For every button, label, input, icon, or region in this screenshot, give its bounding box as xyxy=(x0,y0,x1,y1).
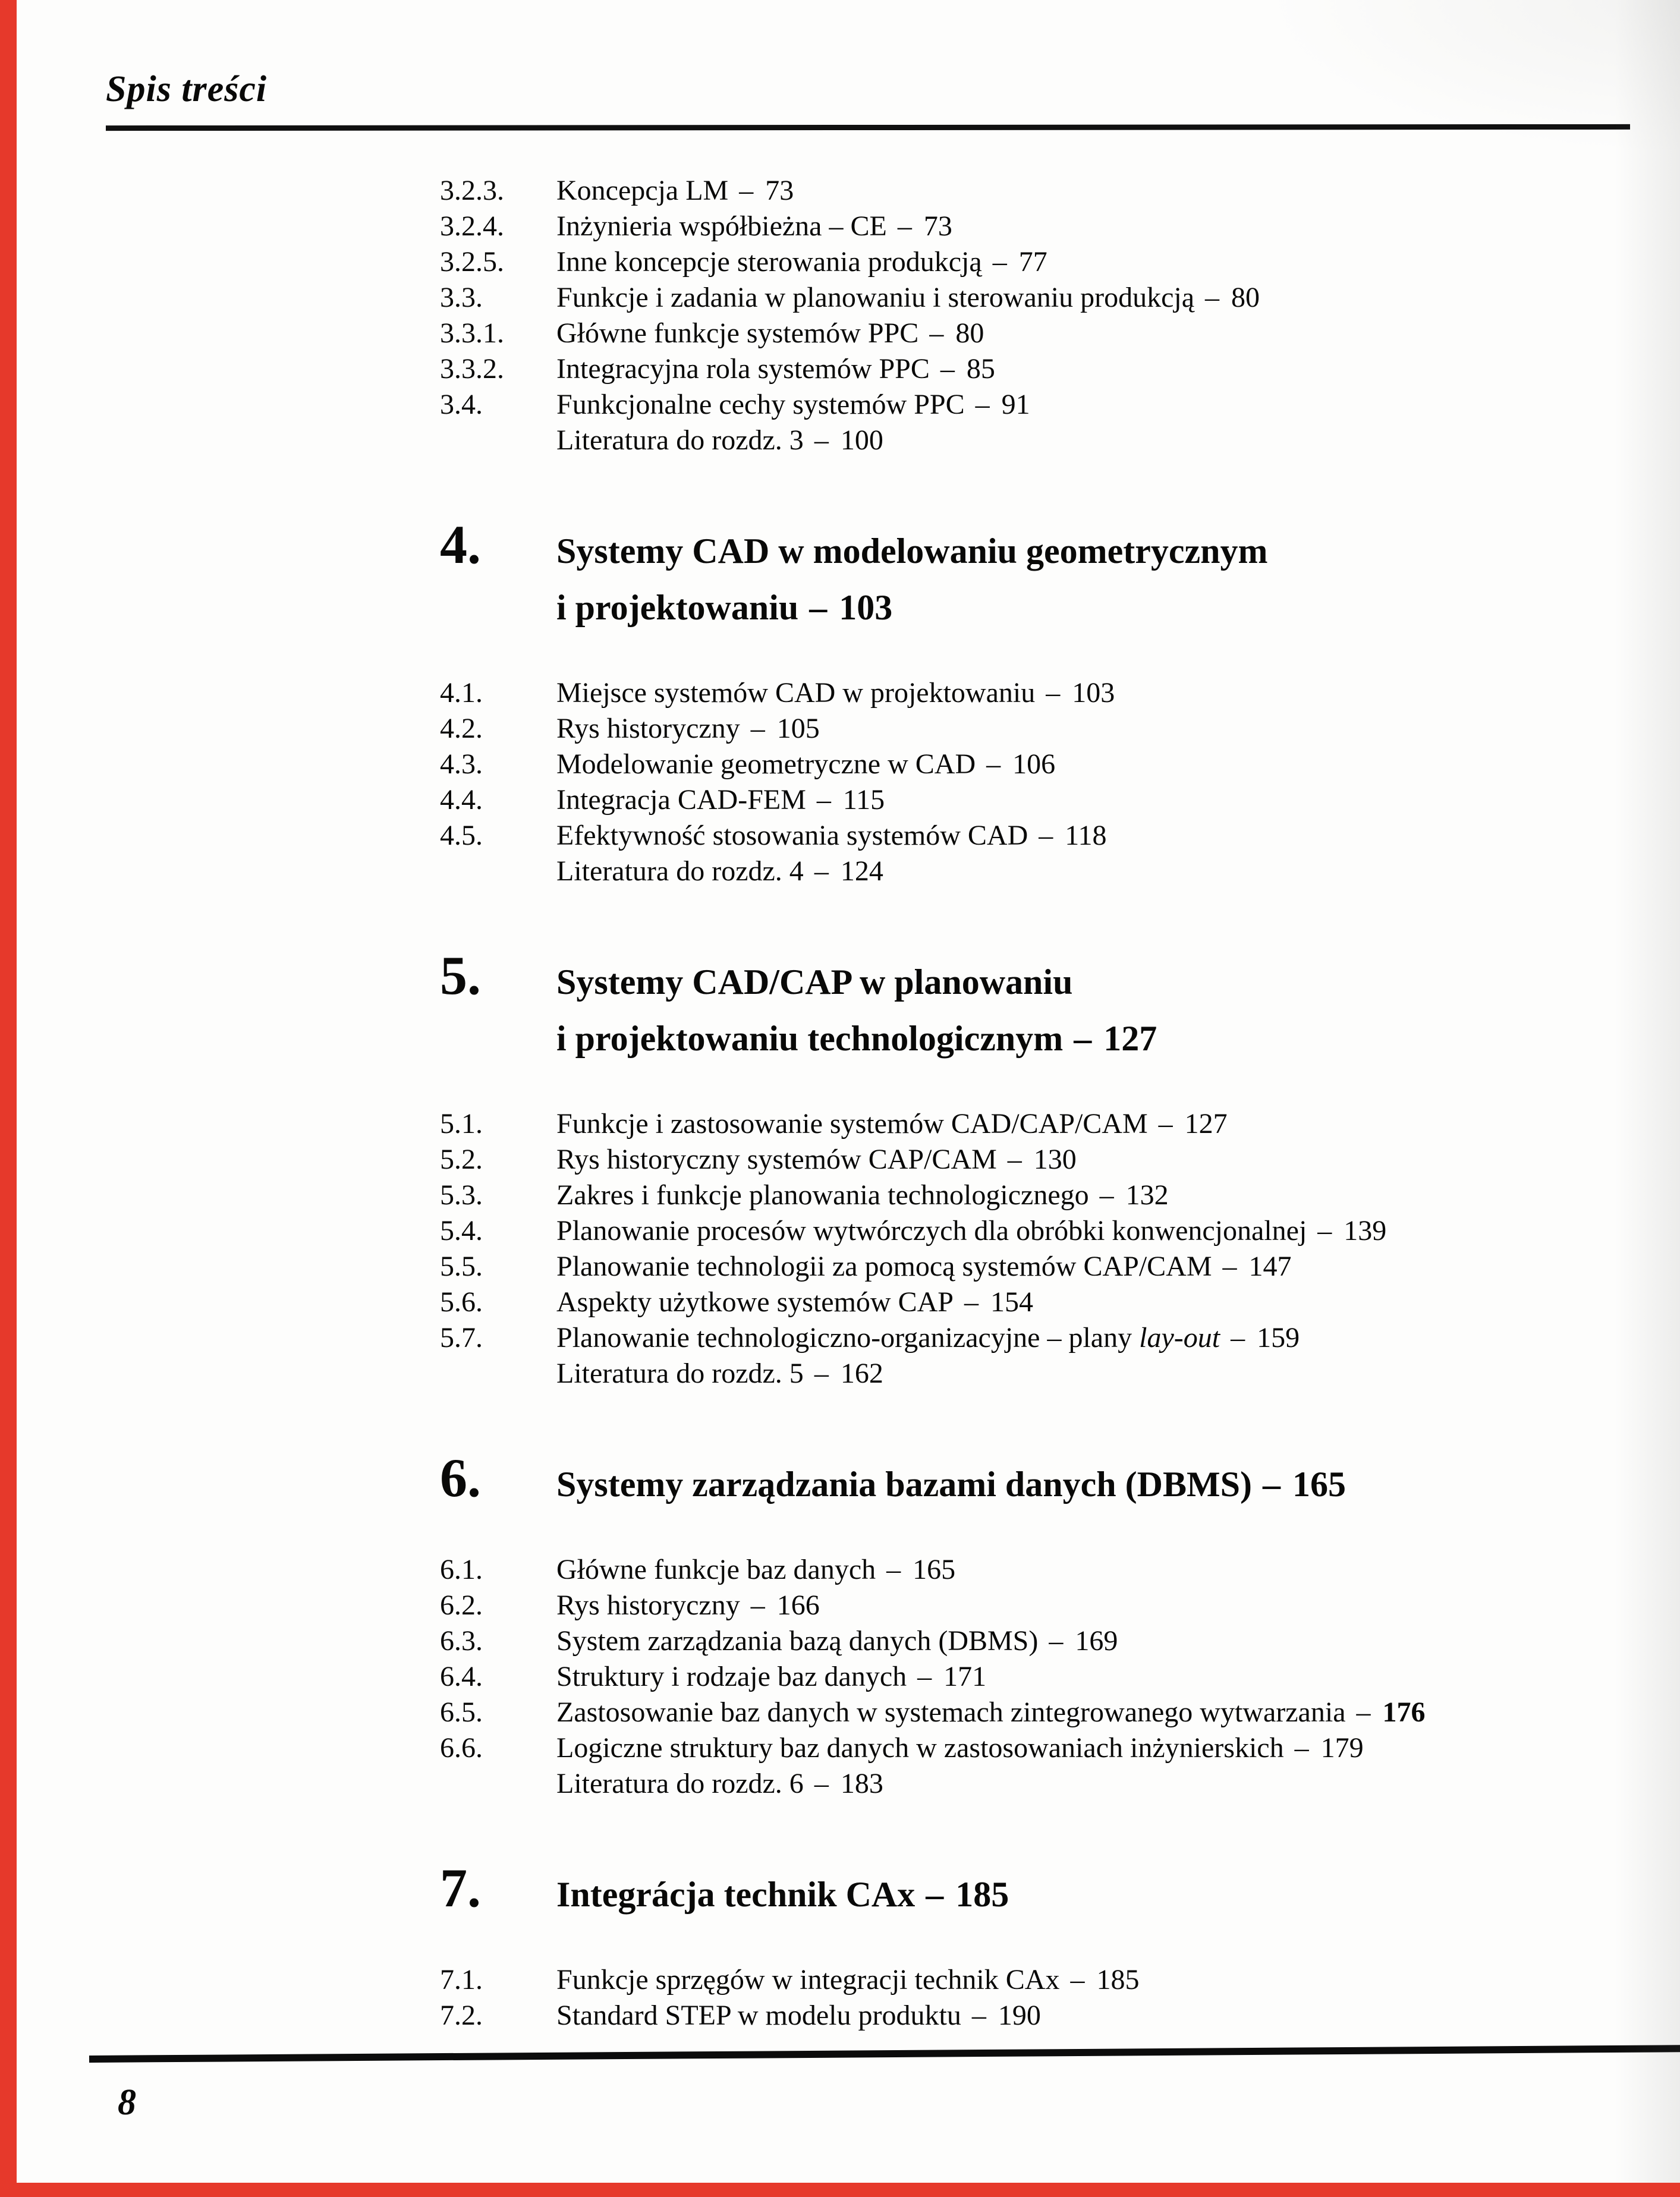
toc-entry-page-ref: 100 xyxy=(840,424,883,457)
toc-entry-title-text: Funkcje sprzęgów w integracji technik CAx xyxy=(556,1964,1060,1996)
toc-entry xyxy=(440,1249,1644,1285)
toc-entry-page-ref: 124 xyxy=(840,855,883,887)
chapter-title xyxy=(556,954,1157,1067)
toc-entry-page-ref: 162 xyxy=(840,1358,883,1390)
toc-entry-number: 3.4. xyxy=(440,389,483,421)
toc-entry-page-ref: 118 xyxy=(1065,820,1107,852)
toc-entry-title-text: Literatura do rozdz. 3 xyxy=(556,424,804,457)
toc-entry-number: 7.1. xyxy=(440,1964,483,1996)
chapter-page-ref: 127 xyxy=(1103,1019,1157,1059)
toc-content xyxy=(440,173,1644,2034)
chapter-title xyxy=(556,523,1267,636)
toc-entry-page-ref: 85 xyxy=(966,353,995,385)
toc-entry-page-ref: 179 xyxy=(1320,1732,1364,1764)
page-separator-dash: – xyxy=(814,1768,829,1800)
toc-entry-title xyxy=(556,351,995,387)
toc-entry-title xyxy=(556,173,794,209)
toc-entry-title xyxy=(556,1695,1426,1730)
page-separator-dash: – xyxy=(814,424,829,457)
toc-entry-number: 6.6. xyxy=(440,1732,483,1764)
toc-entry-number: 5.1. xyxy=(440,1108,483,1140)
chapter-title-text: i projektowaniu technologicznym xyxy=(556,1019,1064,1059)
page-separator-dash: – xyxy=(964,1286,979,1318)
toc-entry-title-text: Zakres i funkcje planowania technologicznego xyxy=(556,1179,1089,1211)
toc-entry-title-text: Zastosowanie baz danych w systemach zintegrowanego wytwarzania xyxy=(556,1696,1346,1729)
toc-entry-title-text: Planowanie procesów wytwórczych dla obróbki konwencjonalnej xyxy=(556,1215,1307,1247)
toc-entry-number: 5.4. xyxy=(440,1215,483,1247)
toc-entry-number: 4.4. xyxy=(440,784,483,816)
page-separator-dash: – xyxy=(929,317,944,350)
toc-entry-number: 4.5. xyxy=(440,820,483,852)
page-separator-dash: – xyxy=(1356,1696,1371,1729)
chapter-title-line xyxy=(556,1456,1346,1513)
toc-entry-group xyxy=(440,1962,1644,2034)
toc-entry-page-ref: 147 xyxy=(1248,1251,1292,1283)
toc-entry-title xyxy=(556,1730,1364,1766)
toc-entry-page-ref: 73 xyxy=(765,175,794,207)
toc-entry-title-text: Koncepcja LM xyxy=(556,175,729,207)
toc-entry-group xyxy=(440,1106,1644,1392)
toc-entry-page-ref: 169 xyxy=(1075,1625,1118,1657)
page-separator-dash: – xyxy=(750,713,765,745)
toc-entry-page-ref: 154 xyxy=(990,1286,1033,1318)
toc-entry-title xyxy=(556,1962,1139,1998)
toc-entry-title-text: Inne koncepcje sterowania produkcją xyxy=(556,246,982,278)
toc-entry xyxy=(440,1623,1644,1659)
toc-entry-title xyxy=(556,1142,1077,1178)
toc-entry-title-text: Integracja CAD-FEM xyxy=(556,784,806,816)
chapter-number: 7. xyxy=(440,1858,481,1919)
page-separator-dash: – xyxy=(917,1661,932,1693)
toc-entry-title-text: Rys historyczny systemów CAP/CAM xyxy=(556,1144,997,1176)
toc-entry-page-ref: 91 xyxy=(1001,389,1030,421)
toc-entry-page-ref: 159 xyxy=(1257,1322,1300,1354)
toc-entry xyxy=(440,1285,1644,1320)
toc-entry-title-text: Literatura do rozdz. 5 xyxy=(556,1358,804,1390)
chapter-title xyxy=(556,1866,1009,1923)
toc-entry-page-ref: 190 xyxy=(998,2000,1041,2032)
page-separator-dash: – xyxy=(816,784,831,816)
toc-entry-title xyxy=(556,1213,1386,1249)
toc-entry-number: 5.6. xyxy=(440,1286,483,1318)
chapter-number: 6. xyxy=(440,1447,481,1509)
toc-entry-number: 6.1. xyxy=(440,1554,483,1586)
toc-entry-page-ref: 103 xyxy=(1072,677,1115,709)
page-separator-dash: – xyxy=(1158,1108,1173,1140)
toc-entry xyxy=(440,854,1644,889)
toc-entry-page-ref: 105 xyxy=(776,713,820,745)
toc-entry xyxy=(440,818,1644,854)
toc-entry-number: 5.7. xyxy=(440,1322,483,1354)
toc-entry-number: 4.2. xyxy=(440,713,483,745)
toc-entry-page-ref: 183 xyxy=(840,1768,883,1800)
page-separator-dash: – xyxy=(940,353,955,385)
toc-entry-title xyxy=(556,1285,1033,1320)
page-separator-dash: – xyxy=(1294,1732,1309,1764)
toc-entry-title-text: Aspekty użytkowe systemów CAP xyxy=(556,1286,954,1318)
page-separator-dash: – xyxy=(1262,1465,1281,1504)
toc-entry-page-ref: 132 xyxy=(1125,1179,1169,1211)
toc-entry-number: 6.4. xyxy=(440,1661,483,1693)
toc-entry-title xyxy=(556,1106,1228,1142)
chapter-heading xyxy=(440,514,1644,636)
toc-entry-page-ref: 80 xyxy=(955,317,984,350)
chapter-title-text: Systemy CAD w modelowaniu geometrycznym xyxy=(556,531,1268,571)
toc-entry-title-text: Integracyjna rola systemów PPC xyxy=(556,353,930,385)
chapter-title-line xyxy=(556,1866,1009,1923)
toc-entry-title-text: Efektywność stosowania systemów CAD xyxy=(556,820,1028,852)
toc-entry-title-text: Miejsce systemów CAD w projektowaniu xyxy=(556,677,1036,709)
footer-rule xyxy=(89,2045,1680,2063)
chapter-title-text: Systemy CAD/CAP w planowaniu xyxy=(556,962,1073,1002)
chapter-title-line xyxy=(556,954,1157,1011)
toc-entry-number: 4.3. xyxy=(440,748,483,780)
chapter-number: 4. xyxy=(440,514,481,575)
toc-entry-title-text: Funkcje i zastosowanie systemów CAD/CAP/CAM xyxy=(556,1108,1148,1140)
toc-entry xyxy=(440,675,1644,711)
toc-entry-title xyxy=(556,711,820,747)
toc-entry-number: 3.2.3. xyxy=(440,175,504,207)
chapter-page-ref: 185 xyxy=(955,1875,1009,1915)
toc-entry-title xyxy=(556,747,1055,782)
toc-entry-title xyxy=(556,1766,883,1802)
toc-entry-title xyxy=(556,1623,1118,1659)
toc-entry xyxy=(440,173,1644,209)
page-separator-dash: – xyxy=(886,1554,901,1586)
toc-entry xyxy=(440,423,1644,458)
chapter-title-line xyxy=(556,523,1267,580)
toc-entry-title-text: Rys historyczny xyxy=(556,1589,740,1622)
toc-entry-number: 5.3. xyxy=(440,1179,483,1211)
page-separator-dash: – xyxy=(926,1875,944,1915)
page-separator-dash: – xyxy=(814,1358,829,1390)
toc-entry xyxy=(440,1588,1644,1623)
toc-entry-title-text: Standard STEP w modelu produktu xyxy=(556,2000,961,2032)
toc-entry-page-ref: 115 xyxy=(842,784,885,816)
page-separator-dash: – xyxy=(1231,1322,1245,1354)
toc-entry-title-text: Struktury i rodzaje baz danych xyxy=(556,1661,907,1693)
toc-entry-page-ref: 130 xyxy=(1033,1144,1077,1176)
toc-entry-number: 3.2.5. xyxy=(440,246,504,278)
toc-entry-group xyxy=(440,173,1644,458)
scan-edge-left-strip xyxy=(0,0,17,2197)
chapter-title-text: Integrácja technik CAx xyxy=(556,1875,915,1915)
toc-entry-number: 3.3. xyxy=(440,282,483,314)
toc-entry-title xyxy=(556,1998,1041,2034)
toc-entry-title-text: Rys historyczny xyxy=(556,713,740,745)
toc-entry-page-ref: 77 xyxy=(1018,246,1047,278)
toc-entry-page-ref: 127 xyxy=(1184,1108,1228,1140)
toc-entry-title xyxy=(556,1178,1169,1213)
page-separator-dash: – xyxy=(1049,1625,1064,1657)
toc-entry-title xyxy=(556,280,1260,316)
toc-entry xyxy=(440,1998,1644,2034)
page-separator-dash: – xyxy=(814,855,829,887)
toc-entry-title xyxy=(556,209,952,244)
page-separator-dash: – xyxy=(1046,677,1061,709)
toc-entry-title-text: Planowanie technologiczno-organizacyjne – plany xyxy=(556,1322,1140,1354)
toc-entry-title-text: Główne funkcje baz danych xyxy=(556,1554,876,1586)
toc-entry-page-ref: 176 xyxy=(1382,1696,1426,1729)
chapter-title-line xyxy=(556,580,1267,636)
right-edge-shadow xyxy=(1615,0,1680,2197)
toc-entry-title xyxy=(556,387,1030,423)
page-separator-dash: – xyxy=(986,748,1001,780)
top-right-shadow xyxy=(1264,0,1680,155)
chapter-title xyxy=(556,1456,1346,1513)
toc-entry xyxy=(440,711,1644,747)
toc-entry-page-ref: 80 xyxy=(1231,282,1260,314)
toc-entry-title xyxy=(556,1659,986,1695)
chapter-page-ref: 103 xyxy=(839,588,893,628)
toc-entry-group xyxy=(440,675,1644,889)
page-separator-dash: – xyxy=(809,588,828,628)
chapter-heading xyxy=(440,1860,1644,1923)
toc-entry-title-text: Logiczne struktury baz danych w zastosowaniach inżynierskich xyxy=(556,1732,1284,1764)
toc-entry-title-text: Funkcjonalne cechy systemów PPC xyxy=(556,389,965,421)
toc-entry-title xyxy=(556,244,1047,280)
toc-entry xyxy=(440,1356,1644,1392)
toc-entry-page-ref: 106 xyxy=(1012,748,1056,780)
toc-entry xyxy=(440,1766,1644,1802)
toc-entry-title xyxy=(556,1356,883,1392)
chapter-page-ref: 165 xyxy=(1292,1465,1346,1504)
toc-entry-title-text: Modelowanie geometryczne w CAD xyxy=(556,748,976,780)
page-separator-dash: – xyxy=(897,210,912,243)
page-number: 8 xyxy=(118,2082,136,2123)
toc-entry xyxy=(440,747,1644,782)
page-separator-dash: – xyxy=(739,175,754,207)
toc-entry-page-ref: 165 xyxy=(913,1554,956,1586)
toc-entry-title-text: Literatura do rozdz. 6 xyxy=(556,1768,804,1800)
toc-entry-number: 6.2. xyxy=(440,1589,483,1622)
toc-entry-number: 3.2.4. xyxy=(440,210,504,243)
toc-entry-title xyxy=(556,818,1106,854)
toc-entry xyxy=(440,1106,1644,1142)
toc-entry xyxy=(440,1142,1644,1178)
page-separator-dash: – xyxy=(975,389,990,421)
toc-entry-number: 7.2. xyxy=(440,2000,483,2032)
toc-entry xyxy=(440,1320,1644,1356)
chapter-title-text: i projektowaniu xyxy=(556,588,799,628)
toc-entry-page-ref: 139 xyxy=(1344,1215,1387,1247)
page-separator-dash: – xyxy=(992,246,1007,278)
toc-entry-title xyxy=(556,1249,1292,1285)
toc-entry xyxy=(440,1659,1644,1695)
toc-entry-title-text: Główne funkcje systemów PPC xyxy=(556,317,919,350)
toc-entry-group xyxy=(440,1552,1644,1802)
scan-edge-bottom-strip xyxy=(0,2183,1680,2197)
toc-entry-number: 4.1. xyxy=(440,677,483,709)
toc-entry-title xyxy=(556,1320,1300,1356)
toc-entry-number: 6.5. xyxy=(440,1696,483,1729)
toc-entry-title xyxy=(556,854,883,889)
toc-entry-number: 3.3.1. xyxy=(440,317,504,350)
toc-entry-title xyxy=(556,316,984,351)
toc-entry-title xyxy=(556,782,885,818)
toc-entry-title xyxy=(556,1588,820,1623)
chapter-number: 5. xyxy=(440,945,481,1006)
toc-entry xyxy=(440,209,1644,244)
toc-entry xyxy=(440,244,1644,280)
toc-entry xyxy=(440,280,1644,316)
page-separator-dash: – xyxy=(1205,282,1220,314)
chapter-title-text: Systemy zarządzania bazami danych (DBMS) xyxy=(556,1465,1252,1504)
toc-entry xyxy=(440,782,1644,818)
toc-entry xyxy=(440,1552,1644,1588)
toc-entry-title xyxy=(556,423,883,458)
page-separator-dash: – xyxy=(971,2000,986,2032)
page-separator-dash: – xyxy=(1007,1144,1022,1176)
toc-entry-title xyxy=(556,1552,955,1588)
toc-entry-number: 5.5. xyxy=(440,1251,483,1283)
toc-entry-number: 3.3.2. xyxy=(440,353,504,385)
toc-entry xyxy=(440,387,1644,423)
toc-entry-page-ref: 171 xyxy=(943,1661,987,1693)
page-separator-dash: – xyxy=(1074,1019,1092,1059)
page-separator-dash: – xyxy=(1070,1964,1085,1996)
toc-entry-title-italic: lay-out xyxy=(1139,1322,1220,1354)
toc-entry-page-ref: 185 xyxy=(1096,1964,1140,1996)
toc-entry-title-text: Planowanie technologii za pomocą systemów CAP/CAM xyxy=(556,1251,1212,1283)
toc-entry xyxy=(440,1178,1644,1213)
page-separator-dash: – xyxy=(1039,820,1053,852)
toc-entry-page-ref: 73 xyxy=(923,210,952,243)
toc-entry xyxy=(440,1695,1644,1730)
toc-entry-number: 5.2. xyxy=(440,1144,483,1176)
chapter-heading xyxy=(440,945,1644,1067)
toc-entry xyxy=(440,1730,1644,1766)
chapter-heading xyxy=(440,1447,1644,1513)
page-separator-dash: – xyxy=(1222,1251,1237,1283)
toc-entry-title-text: Inżynieria współbieżna – CE xyxy=(556,210,887,243)
toc-entry-number: 6.3. xyxy=(440,1625,483,1657)
toc-entry-title xyxy=(556,675,1115,711)
page-separator-dash: – xyxy=(1317,1215,1332,1247)
toc-entry xyxy=(440,1962,1644,1998)
page-separator-dash: – xyxy=(750,1589,765,1622)
page-title: Spis treści xyxy=(106,69,268,109)
toc-entry xyxy=(440,1213,1644,1249)
toc-entry-page-ref: 166 xyxy=(776,1589,820,1622)
page-separator-dash: – xyxy=(1099,1179,1114,1211)
chapter-title-line xyxy=(556,1011,1157,1067)
toc-entry-title-text: Funkcje i zadania w planowaniu i sterowaniu produkcją xyxy=(556,282,1195,314)
toc-entry xyxy=(440,316,1644,351)
toc-entry xyxy=(440,351,1644,387)
toc-entry-title-text: Literatura do rozdz. 4 xyxy=(556,855,804,887)
toc-entry-title-text: System zarządzania bazą danych (DBMS) xyxy=(556,1625,1039,1657)
